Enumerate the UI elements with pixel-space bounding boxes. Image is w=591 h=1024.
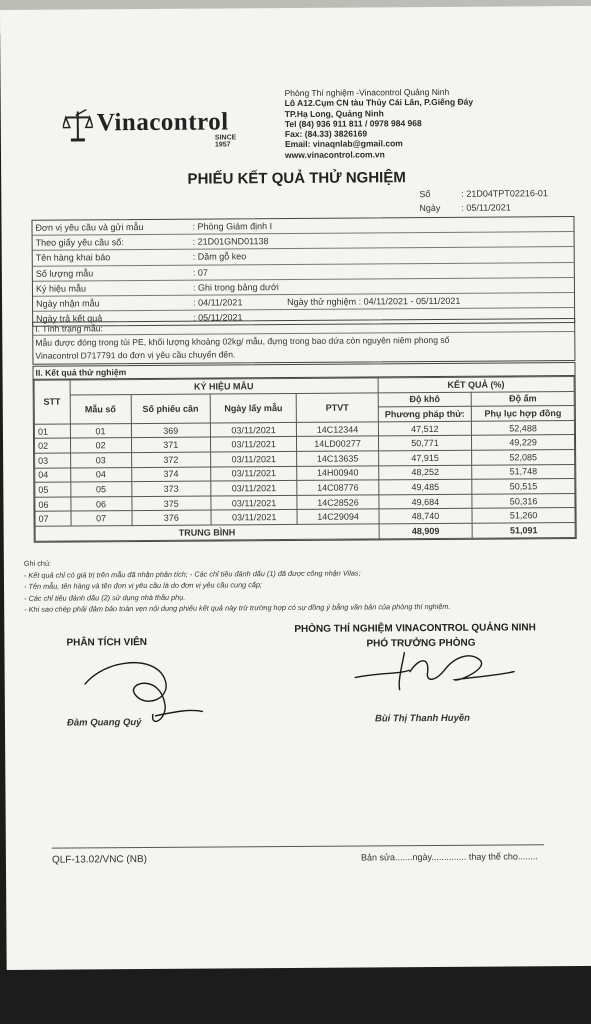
cell-phieu: 371 bbox=[131, 437, 210, 452]
col-ptvt: PTVT bbox=[297, 392, 379, 422]
cell-ngay: 03/11/2021 bbox=[211, 510, 298, 525]
lab-address-block bbox=[285, 87, 474, 160]
info-value: : 05/11/2021 bbox=[193, 312, 243, 323]
address-line: Lô A12.Cụm CN tàu Thủy Cái Lân, P.Giếng Đáy bbox=[284, 96, 474, 109]
info-value: : Ghi trong bảng dưới bbox=[192, 281, 279, 293]
cell-am: 50,316 bbox=[472, 493, 575, 508]
test-report-page bbox=[0, 6, 591, 970]
info-label: Tên hàng khai báo bbox=[35, 252, 111, 264]
deputy-head-signature bbox=[349, 641, 519, 702]
analyst-name: Đàm Quang Quý bbox=[66, 717, 142, 729]
cell-stt: 06 bbox=[35, 497, 71, 512]
cell-ngay: 03/11/2021 bbox=[211, 481, 298, 496]
cell-mau: 01 bbox=[70, 423, 131, 438]
report-number-value: : 21D04TPT02216-01 bbox=[461, 188, 548, 199]
cell-am: 51,748 bbox=[472, 464, 575, 479]
info-label: Theo giấy yêu cầu số: bbox=[35, 237, 124, 248]
cell-kho: 47,915 bbox=[378, 450, 472, 465]
logo-since: SINCE 1957 bbox=[214, 134, 237, 149]
cell-phieu: 375 bbox=[131, 496, 210, 511]
cell-am: 50,515 bbox=[472, 479, 575, 494]
col-phu-luc: Phụ lục hợp đồng bbox=[472, 406, 575, 421]
cell-mau: 04 bbox=[70, 467, 131, 482]
col-ngay-lay: Ngày lấy mẫu bbox=[210, 393, 297, 423]
cell-kho: 47,512 bbox=[378, 421, 472, 436]
report-date bbox=[419, 202, 511, 214]
sample-condition-section bbox=[32, 318, 575, 365]
note-line: - Tên mẫu, tên hàng và tên đơn vị yêu cầu là do đơn vị yêu cầu cung cấp; bbox=[23, 580, 263, 591]
note-line: - Khi sao chép phải đảm bảo toàn vẹn nội dung phiếu kết quả này trừ trường hợp có sự đồng ý bằng văn bản của phòng thí nghiệm. bbox=[24, 601, 451, 614]
cell-stt: 05 bbox=[35, 482, 71, 497]
address-line: Email: vinaqnlab@gmail.com bbox=[284, 138, 403, 150]
cell-ptvt: 14H00940 bbox=[297, 465, 378, 480]
cell-mau: 03 bbox=[70, 453, 131, 468]
cell-ngay: 03/11/2021 bbox=[210, 422, 297, 437]
info-value: : 21D01GND01138 bbox=[192, 236, 269, 247]
test-results-section bbox=[32, 362, 576, 542]
cell-mau: 05 bbox=[70, 482, 131, 497]
section-heading: I. Tình trạng mẫu: bbox=[33, 319, 574, 336]
report-date-value: : 05/11/2021 bbox=[461, 202, 511, 213]
report-number-label: Số bbox=[419, 189, 431, 200]
section-text bbox=[33, 332, 574, 364]
cell-stt: 07 bbox=[35, 511, 71, 526]
cell-mau: 06 bbox=[70, 496, 131, 511]
info-value: : 04/11/2021 bbox=[193, 297, 243, 308]
cell-kho: 50,771 bbox=[378, 436, 472, 451]
info-value: : 07 bbox=[192, 267, 208, 278]
footer-divider bbox=[52, 844, 544, 848]
report-date-label: Ngày bbox=[419, 202, 441, 214]
address-line: Fax: (84.33) 3826169 bbox=[284, 128, 368, 140]
cell-stt: 02 bbox=[34, 438, 70, 453]
cell-am: 52,085 bbox=[472, 449, 575, 464]
cell-ngay: 03/11/2021 bbox=[211, 466, 298, 481]
revision-info: Bản sửa.......ngày.............. thay thế cho........ bbox=[360, 851, 538, 863]
col-do-kho: Độ khô bbox=[378, 392, 472, 407]
col-ket-qua: KẾT QUẢ (%) bbox=[378, 377, 574, 393]
analyst-title: PHÂN TÍCH VIÊN bbox=[66, 636, 148, 649]
address-line: Phòng Thí nghiệm -Vinacontrol Quảng Ninh bbox=[284, 86, 450, 99]
col-so-phieu: Số phiếu cân bbox=[131, 394, 211, 424]
scale-icon bbox=[63, 109, 93, 143]
cell-phieu: 373 bbox=[131, 481, 210, 496]
average-do-am: 51,091 bbox=[472, 522, 575, 537]
logo-wordmark: Vinacontrol bbox=[96, 108, 229, 137]
cell-stt: 04 bbox=[35, 468, 71, 483]
info-label: Ngày trả kết quả bbox=[36, 313, 103, 324]
results-heading: II. Kết quả thử nghiệm bbox=[33, 363, 574, 380]
average-label: TRUNG BÌNH bbox=[35, 524, 379, 541]
col-ky-hieu: KÝ HIỆU MẪU bbox=[70, 378, 378, 395]
col-mau-so: Mẫu số bbox=[70, 394, 131, 424]
col-do-am: Độ ẩm bbox=[471, 391, 574, 406]
section-text-line: Mẫu được đóng trong túi PE, khối lượng khoảng 02kg/ mẫu, đựng trong bao dứa còn nguyên niêm phong số bbox=[35, 334, 450, 348]
cell-am: 49,229 bbox=[472, 435, 575, 450]
cell-kho: 49,485 bbox=[378, 479, 472, 494]
cell-kho: 48,740 bbox=[379, 509, 473, 524]
info-label: Số lượng mẫu bbox=[35, 267, 94, 279]
cell-ngay: 03/11/2021 bbox=[210, 451, 297, 466]
report-number bbox=[419, 188, 548, 200]
sample-info-table bbox=[31, 216, 575, 327]
info-label: Đơn vị yêu cầu và gửi mẫu bbox=[35, 222, 144, 233]
vinacontrol-logo bbox=[63, 108, 237, 149]
average-do-kho: 48,909 bbox=[379, 523, 473, 538]
info-label: Ngày nhận mẫu bbox=[36, 298, 100, 309]
cell-phieu: 369 bbox=[131, 423, 210, 438]
cell-ptvt: 14C29094 bbox=[297, 509, 378, 524]
cell-mau: 07 bbox=[71, 511, 132, 526]
col-phuong-phap: Phương pháp thử: bbox=[378, 406, 472, 421]
info-value: : Phòng Giám định I bbox=[192, 221, 273, 232]
info-value: : Dăm gỗ keo bbox=[192, 251, 247, 263]
col-stt: STT bbox=[34, 380, 70, 424]
document-title: PHIẾU KẾT QUẢ THỬ NGHIỆM bbox=[187, 169, 406, 188]
address-line: TP.Hạ Long, Quảng Ninh bbox=[284, 107, 384, 119]
address-line: Tel (84) 936 911 811 / 0978 984 968 bbox=[284, 117, 422, 129]
cell-phieu: 372 bbox=[131, 452, 210, 467]
cell-phieu: 374 bbox=[131, 467, 210, 482]
cell-kho: 49,684 bbox=[379, 494, 473, 509]
cell-am: 51,260 bbox=[472, 508, 575, 523]
section-text-line: Vinacontrol D717791 do đơn vị yêu cầu chuyển đến. bbox=[35, 349, 236, 361]
cell-ngay: 03/11/2021 bbox=[211, 495, 298, 510]
deputy-head-name: Bùi Thị Thanh Huyền bbox=[374, 712, 470, 725]
notes-heading: Ghi chú: bbox=[23, 558, 52, 568]
lab-signoff-title: PHÒNG THÍ NGHIỆM VINACONTROL QUẢNG NINH bbox=[294, 622, 536, 635]
cell-stt: 01 bbox=[34, 424, 70, 439]
test-date: Ngày thử nghiệm : 04/11/2021 - 05/11/2021 bbox=[287, 295, 461, 307]
cell-mau: 02 bbox=[70, 438, 131, 453]
cell-kho: 48,252 bbox=[378, 465, 472, 480]
cell-ptvt: 14LD00277 bbox=[297, 436, 378, 451]
cell-ngay: 03/11/2021 bbox=[210, 437, 297, 452]
note-line: - Các chỉ tiêu đánh dấu (2) sử dụng nhà thầu phụ. bbox=[24, 592, 186, 603]
cell-stt: 03 bbox=[35, 453, 71, 468]
notes-block bbox=[24, 555, 451, 615]
cell-ptvt: 14C13635 bbox=[297, 451, 378, 466]
results-table bbox=[34, 376, 576, 541]
note-line: - Kết quả chỉ có giá trị trên mẫu đã nhận phân tích; - Các chỉ tiêu đánh dấu (1) đã được công nhận Vilas; bbox=[23, 567, 361, 580]
address-line: www.vinacontrol.com.vn bbox=[284, 149, 385, 160]
info-label: Ký hiệu mẫu bbox=[35, 283, 87, 294]
cell-ptvt: 14C28526 bbox=[297, 495, 378, 510]
average-row bbox=[35, 522, 575, 540]
cell-phieu: 376 bbox=[132, 510, 211, 525]
cell-am: 52,488 bbox=[472, 420, 575, 435]
deputy-head-title: PHÓ TRƯỞNG PHÒNG bbox=[366, 637, 476, 650]
cell-ptvt: 14C08776 bbox=[297, 480, 378, 495]
cell-ptvt: 14C12344 bbox=[297, 422, 378, 437]
form-code: QLF-13.02/VNC (NB) bbox=[51, 853, 148, 866]
